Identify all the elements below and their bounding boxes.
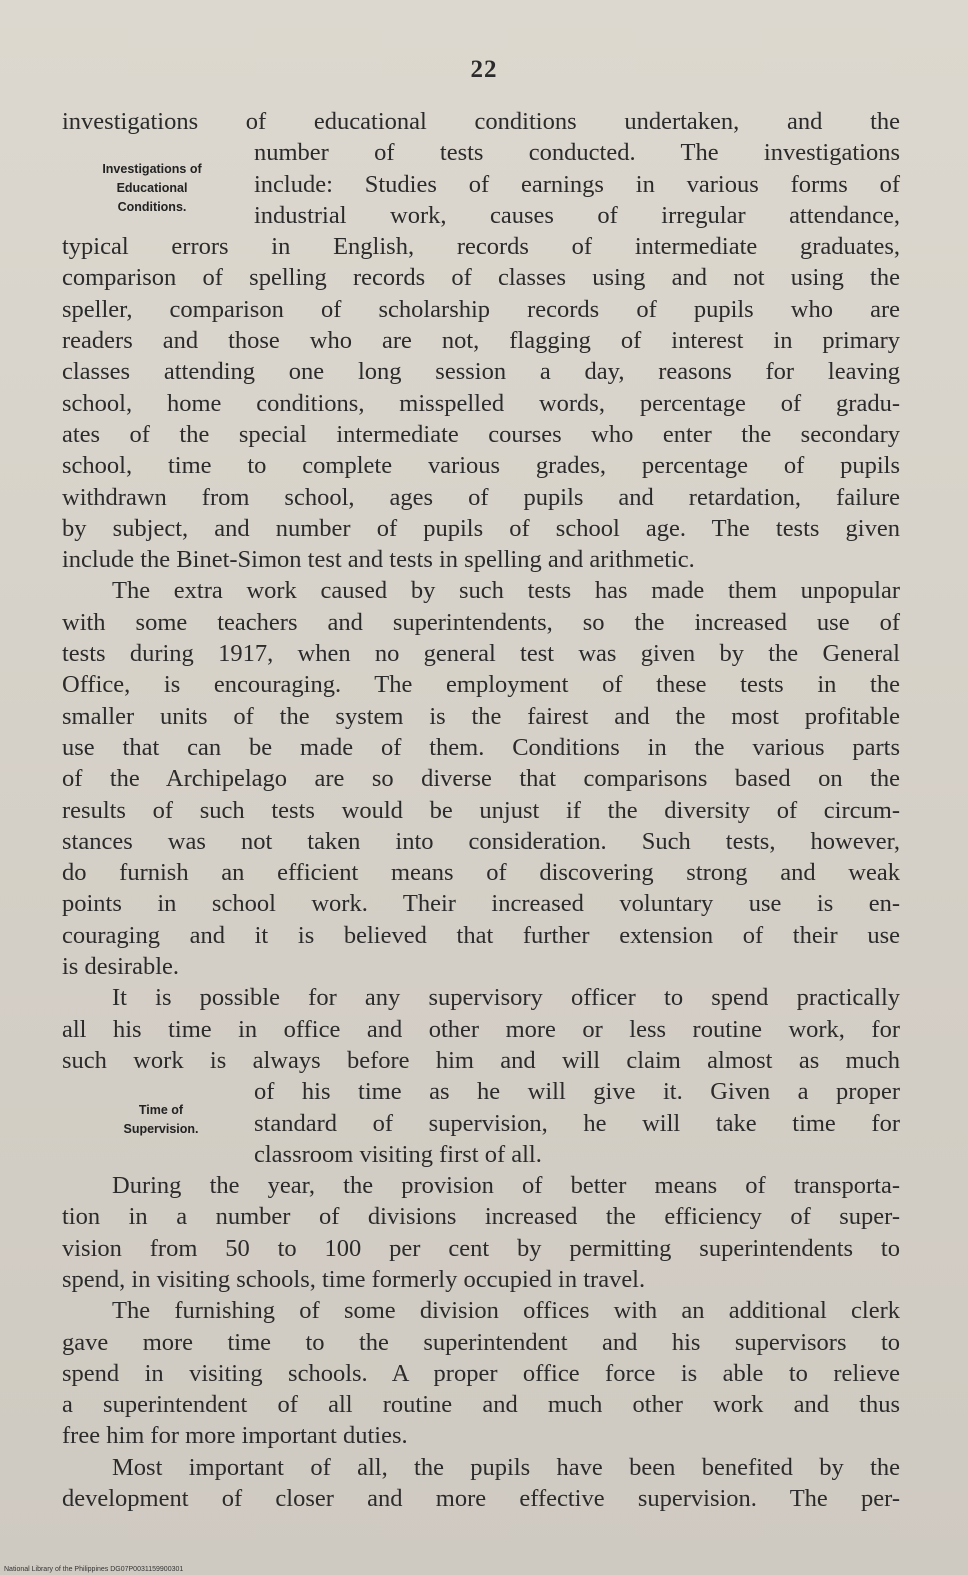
text-line: of his time as he will give it. Given a proper [254,1078,900,1106]
text-line: classroom visiting first of all. [254,1140,542,1168]
body-text [62,106,900,1514]
sidenote-line: Conditions. [117,200,187,214]
text-line: withdrawn from school, ages of pupils and retardation, failure [62,483,900,511]
text-line: couraging and it is believed that further extension of their use [62,921,900,949]
text-line: by subject, and number of pupils of school age. The tests given [62,514,900,542]
text-line: tests during 1917, when no general test was given by the General [62,640,900,668]
text-line: stances was not taken into consideration. Such tests, however, [62,827,900,855]
text-line: speller, comparison of scholarship records of pupils who are [62,295,900,323]
text-line: points in school work. Their increased voluntary use is en- [62,890,900,918]
text-line: a superintendent of all routine and much other work and thus [62,1391,900,1419]
text-line: spend, in visiting schools, time formerly occupied in travel. [62,1265,646,1293]
text-line: Office, is encouraging. The employment of these tests in the [62,671,900,699]
scan-footer: National Library of the Philippines DG07P0031159900301 [4,1566,184,1573]
text-line: Most important of all, the pupils have been benefited by the [112,1453,900,1481]
text-line: The furnishing of some division offices with an additional clerk [112,1297,900,1325]
text-line: of the Archipelago are so diverse that comparisons based on the [62,765,900,793]
text-line: During the year, the provision of better means of transporta- [112,1172,900,1200]
page-number: 22 [470,56,498,83]
text-line: classes attending one long session a day, reasons for leaving [62,358,900,386]
text-line: is desirable. [62,953,180,981]
sidenote-line: Investigations of [102,162,202,176]
paragraph-extra-work [62,575,900,982]
text-line: school, time to complete various grades, percentage of pupils [62,452,900,480]
text-line: include the Binet-Simon test and tests in spelling and arithmetic. [62,546,695,574]
paragraph-office-clerk [62,1295,900,1451]
text-line: development of closer and more effective supervision. The per- [62,1485,900,1513]
sidenote-line: Educational [116,181,188,195]
text-line: readers and those who are not, flagging of interest in primary [62,327,900,355]
text-line: gave more time to the superintendent and his supervisors to [62,1328,900,1356]
text-line: use that can be made of them. Conditions in the various parts [62,733,900,761]
text-line: smaller units of the system is the fairest and the most profitable [62,702,900,730]
text-line: do furnish an efficient means of discovering strong and weak [62,859,900,887]
text-line: tion in a number of divisions increased the efficiency of super- [62,1203,900,1231]
text-line: with some teachers and superintendents, so the increased use of [62,608,900,636]
text-line: include: Studies of earnings in various forms of [254,170,900,198]
paragraph-supervisory-time [62,982,900,1170]
paragraph-pupils-benefited [62,1452,900,1515]
paragraph-transportation [62,1170,900,1295]
sidenote-line: Supervision. [123,1122,199,1136]
text-line: such work is always before him and will claim almost as much [62,1046,900,1074]
text-line: The extra work caused by such tests has made them unpopular [112,577,900,605]
text-line: spend in visiting schools. A proper office force is able to relieve [62,1359,900,1387]
text-line: all his time in office and other more or less routine work, for [62,1015,900,1043]
text-line: investigations of educational conditions undertaken, and the [62,108,900,135]
text-line: standard of supervision, he will take time for [254,1109,900,1137]
sidenote-line: Time of [138,1103,184,1117]
text-line: It is possible for any supervisory officer to spend practically [112,984,900,1012]
text-line: vision from 50 to 100 per cent by permitting superintendents to [62,1234,900,1262]
text-line: ates of the special intermediate courses who enter the secondary [62,420,900,448]
text-line: results of such tests would be unjust if the diversity of circum- [62,796,900,824]
text-line: free him for more important duties. [62,1422,408,1450]
text-line: school, home conditions, misspelled words, percentage of gradu- [62,389,900,417]
text-line: industrial work, causes of irregular attendance, [254,201,900,229]
text-line: typical errors in English, records of intermediate graduates, [62,233,900,261]
text-line: number of tests conducted. The investigations [254,139,900,167]
text-line: comparison of spelling records of classes using and not using the [62,264,900,292]
paragraph-investigations [62,106,900,575]
